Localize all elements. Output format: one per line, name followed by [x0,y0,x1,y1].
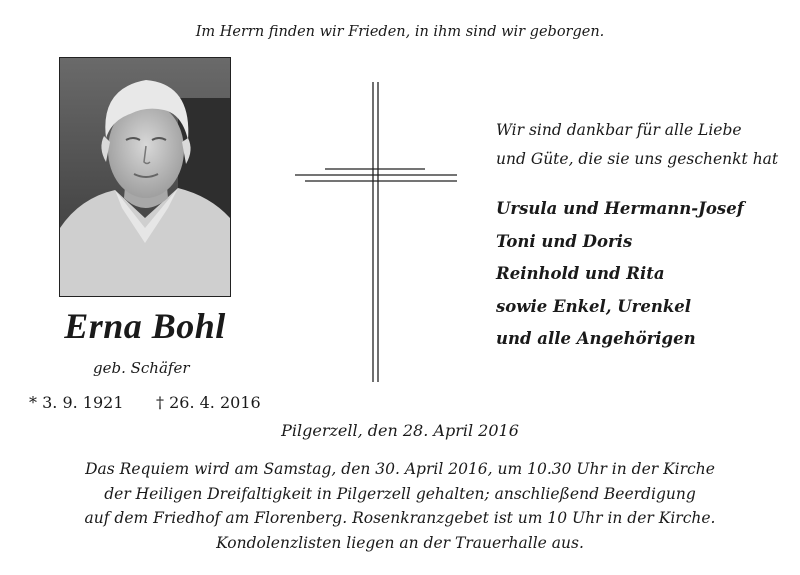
family-list [496,193,744,356]
thanks-line: und Güte, die sie uns geschenkt hat [496,150,779,168]
family-line: und alle Angehörigen [496,329,696,348]
thanks-text [496,116,778,174]
portrait-photo [59,57,231,297]
family-line: Toni und Doris [496,231,633,251]
family-line: sowie Enkel, Urenkel [496,296,692,316]
motto-text: Im Herrn finden wir Frieden, in ihm sind wir geborgen. [195,24,605,40]
family-line: Reinhold und Rita [496,264,665,283]
family-line: Ursula und Hermann-Josef [496,199,744,218]
birth-date: * 3. 9. 1921 [29,393,124,412]
thanks-line: Wir sind dankbar für alle Liebe [496,121,742,139]
cross-icon [295,77,460,391]
requiem-line: auf dem Friedhof am Florenberg. Rosenkranzgebet ist um 10 Uhr in der Kirche. [84,509,716,527]
portrait-image [60,58,230,296]
place-date: Pilgerzell, den 28. April 2016 [281,421,519,440]
requiem-line: der Heiligen Dreifaltigkeit in Pilgerzell gehalten; anschließend Beerdigung [104,484,696,503]
requiem-line: Das Requiem wird am Samstag, den 30. April 2016, um 10.30 Uhr in der Kirche [85,460,715,478]
requiem-line: Kondolenzlisten liegen an der Trauerhalle aus. [216,533,584,552]
deceased-name: Erna Bohl [64,306,226,346]
requiem-text [0,457,800,555]
death-date: † 26. 4. 2016 [156,393,261,412]
maiden-name: geb. Schäfer [93,359,190,377]
